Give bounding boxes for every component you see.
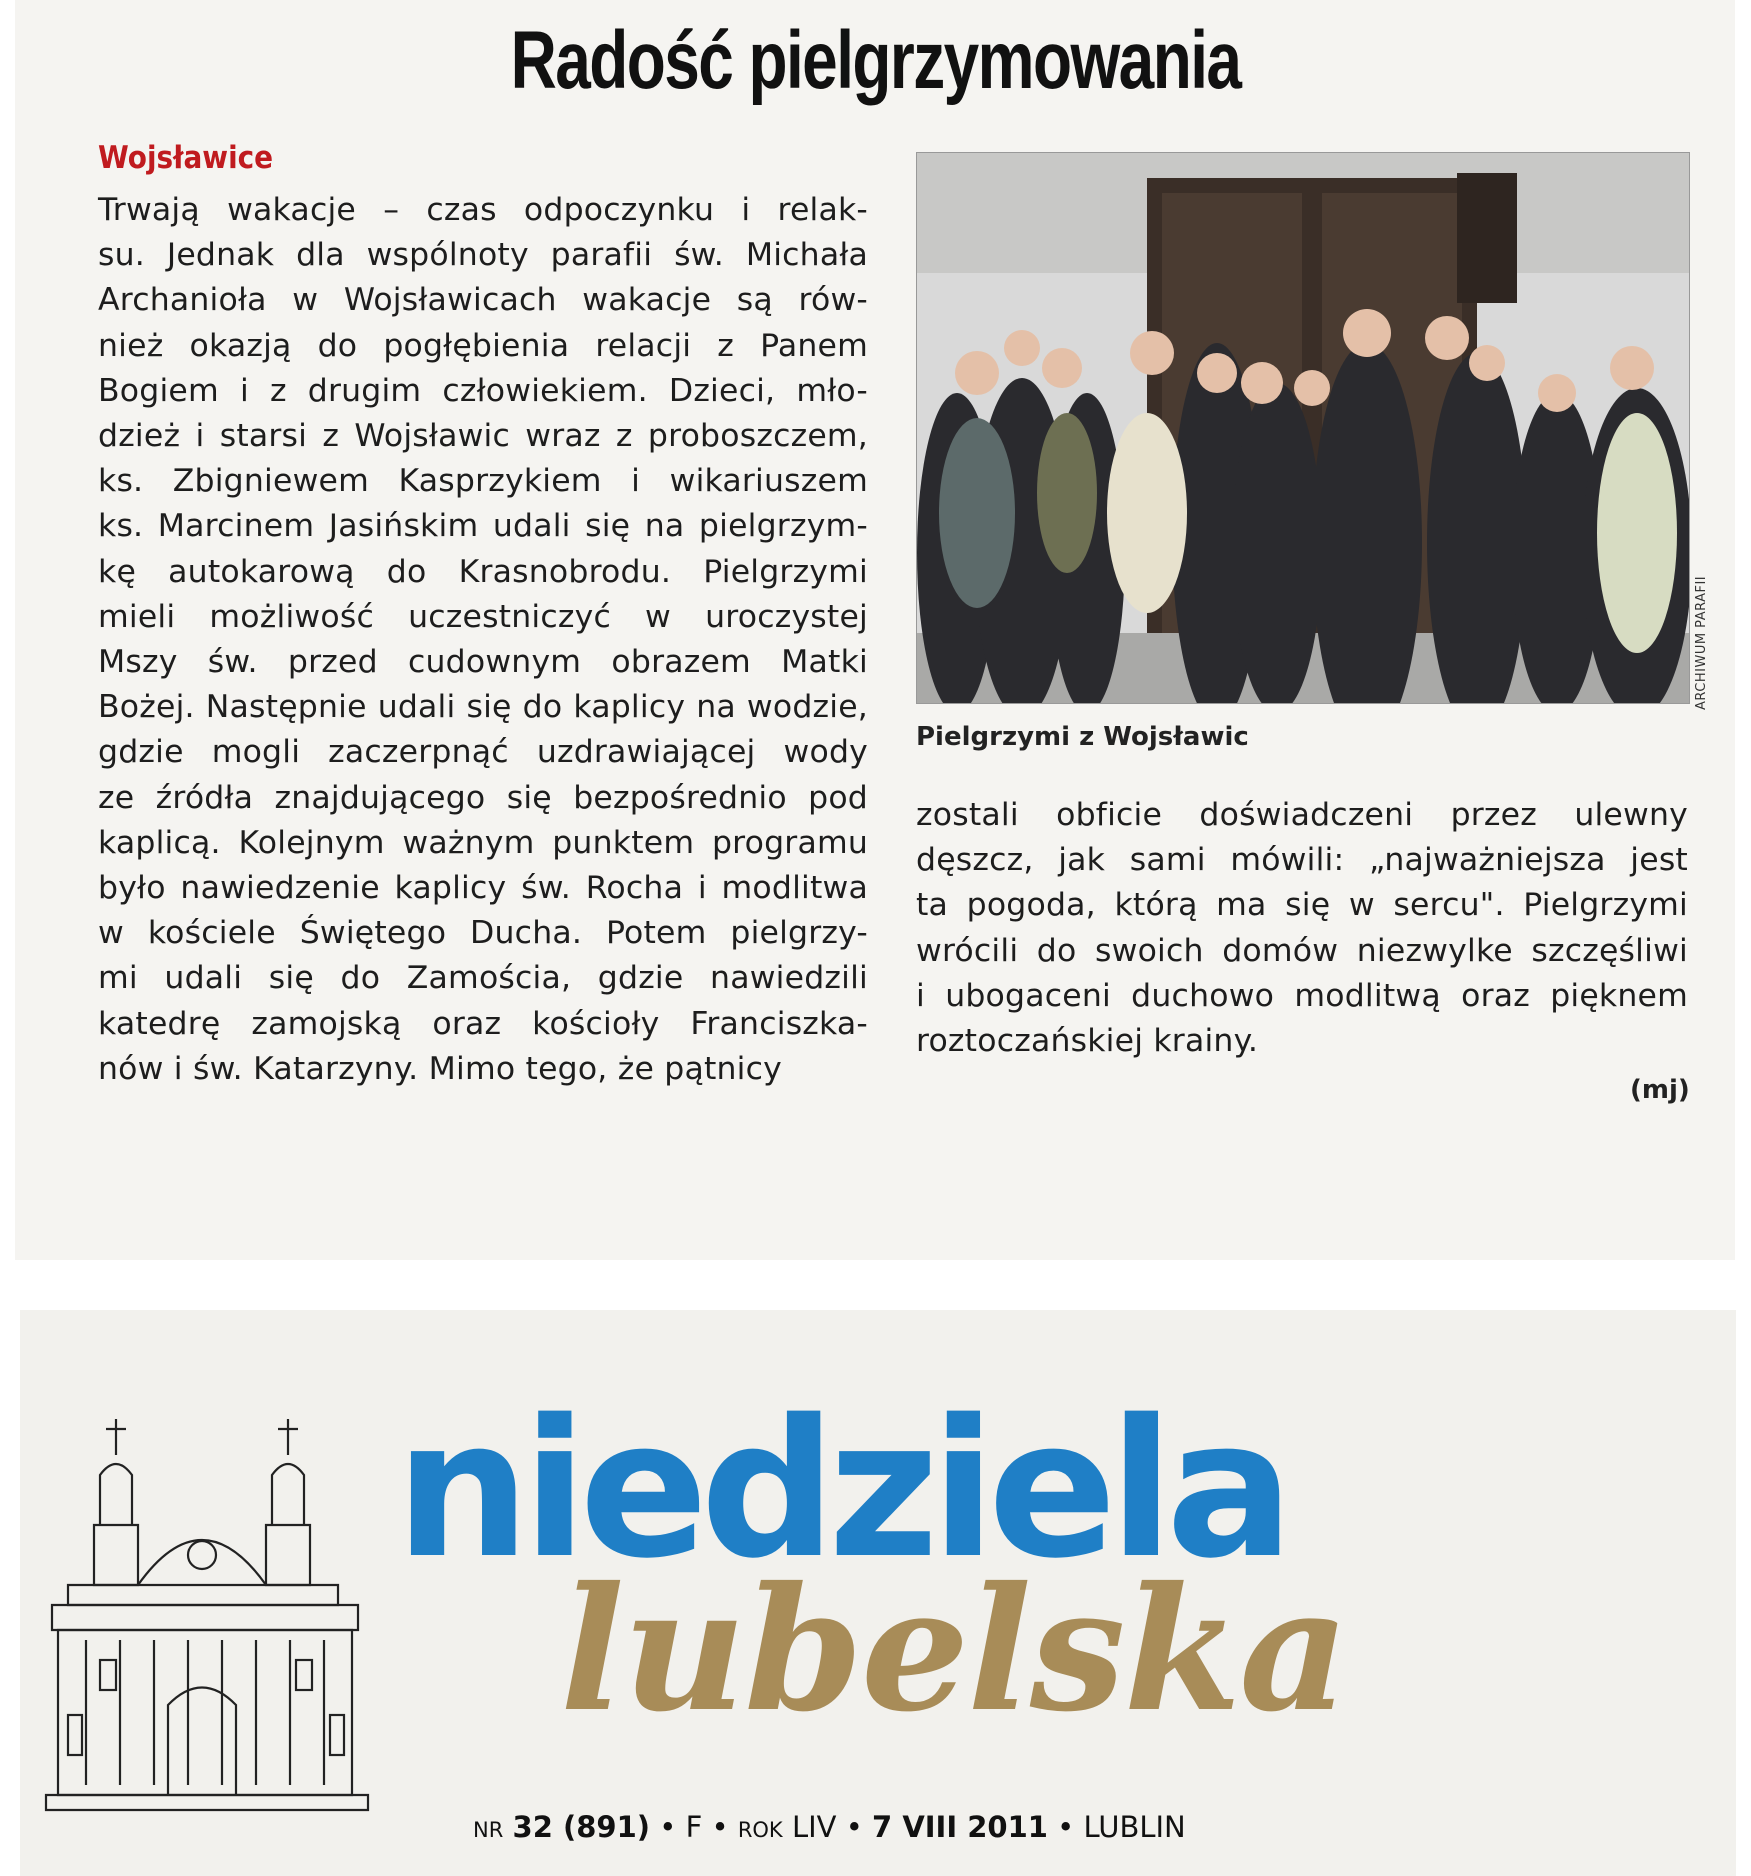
article-line: dzież i starsi z Wojsławic wraz z proboszczem, — [98, 418, 868, 455]
issue-rok: LIV — [791, 1810, 837, 1844]
church-illustration — [38, 1415, 378, 1815]
issue-nr-label: NR — [473, 1818, 504, 1842]
article-line: ze źródła znajdującego się bezpośrednio pod — [98, 779, 868, 816]
article-line: ks. Marcinem Jasińskim udali się na pielgrzym- — [98, 508, 868, 545]
author-signature: (mj) — [1630, 1075, 1690, 1105]
issue-sep: • — [845, 1810, 863, 1844]
issue-city: LUBLIN — [1083, 1810, 1186, 1844]
article-place: Wojsławice — [98, 140, 274, 176]
article-body-left — [98, 188, 868, 1092]
photo-caption: Pielgrzymi z Wojsławic — [916, 722, 1249, 752]
article-line: ks. Zbigniewem Kasprzykiem i wikariuszem — [98, 463, 868, 500]
issue-rok-label: ROK — [737, 1818, 783, 1842]
article-line: było nawiedzenie kaplicy św. Rocha i modlitwa — [98, 870, 868, 907]
article-line: Archanioła w Wojsławicach wakacje są rów- — [98, 282, 868, 319]
article-line: mieli możliwość uczestniczyć w uroczystej — [98, 598, 868, 635]
article-line: dęszcz, jak sami mówili: „najważniejsza jest — [916, 842, 1688, 879]
article-line: zostali obficie doświadczeni przez ulewny — [916, 797, 1688, 833]
issue-info — [473, 1810, 1186, 1844]
article-line: gdzie mogli zaczerpnąć uzdrawiającej wody — [98, 734, 868, 771]
photo-credit: ARCHIWUM PARAFII — [1694, 575, 1709, 710]
article-line: i ubogaceni duchowo modlitwą oraz pięknem — [916, 977, 1688, 1014]
article-headline: Radość pielgrzymowania — [510, 15, 1241, 106]
issue-nr: 32 (891) — [512, 1810, 651, 1844]
article-line: nów i św. Katarzyny. Mimo tego, że pątnicy — [98, 1050, 782, 1087]
article-line: ta pogoda, którą ma się w sercu". Pielgrzymi — [916, 887, 1688, 924]
article-line: wrócili do swoich domów niezwylke szczęśliwi — [916, 932, 1688, 969]
article-line: kaplicą. Kolejnym ważnym punktem programu — [98, 824, 868, 861]
article-line: roztoczańskiej krainy. — [916, 1023, 1259, 1060]
issue-date: 7 VIII 2011 — [872, 1810, 1048, 1844]
masthead-title-sub: lubelska — [560, 1550, 1348, 1750]
issue-sep: • — [711, 1810, 729, 1844]
article-line: w kościele Świętego Ducha. Potem pielgrzy- — [98, 915, 868, 952]
article-line: kę autokarową do Krasnobrodu. Pielgrzymi — [98, 553, 868, 590]
article-line: mi udali się do Zamościa, gdzie nawiedzili — [98, 960, 868, 997]
masthead-title-main: niedziela — [395, 1379, 1287, 1600]
article-line: nież okazją do pogłębienia relacji z Panem — [98, 327, 868, 364]
article-line: katedrę zamojską oraz kościoły Franciszka- — [98, 1005, 868, 1042]
group-photo — [916, 152, 1690, 704]
article-line: Trwają wakacje – czas odpoczynku i relak- — [98, 192, 868, 228]
article-body-right — [916, 793, 1688, 1064]
article-line: su. Jednak dla wspólnoty parafii św. Michała — [98, 237, 868, 274]
issue-edition: F — [685, 1810, 703, 1844]
issue-sep: • — [659, 1810, 677, 1844]
issue-sep: • — [1057, 1810, 1075, 1844]
article-line: Mszy św. przed cudownym obrazem Matki — [98, 644, 868, 681]
article-line: Bożej. Następnie udali się do kaplicy na wodzie, — [98, 689, 868, 726]
article-line: Bogiem i z drugim człowiekiem. Dzieci, mło- — [98, 372, 868, 409]
